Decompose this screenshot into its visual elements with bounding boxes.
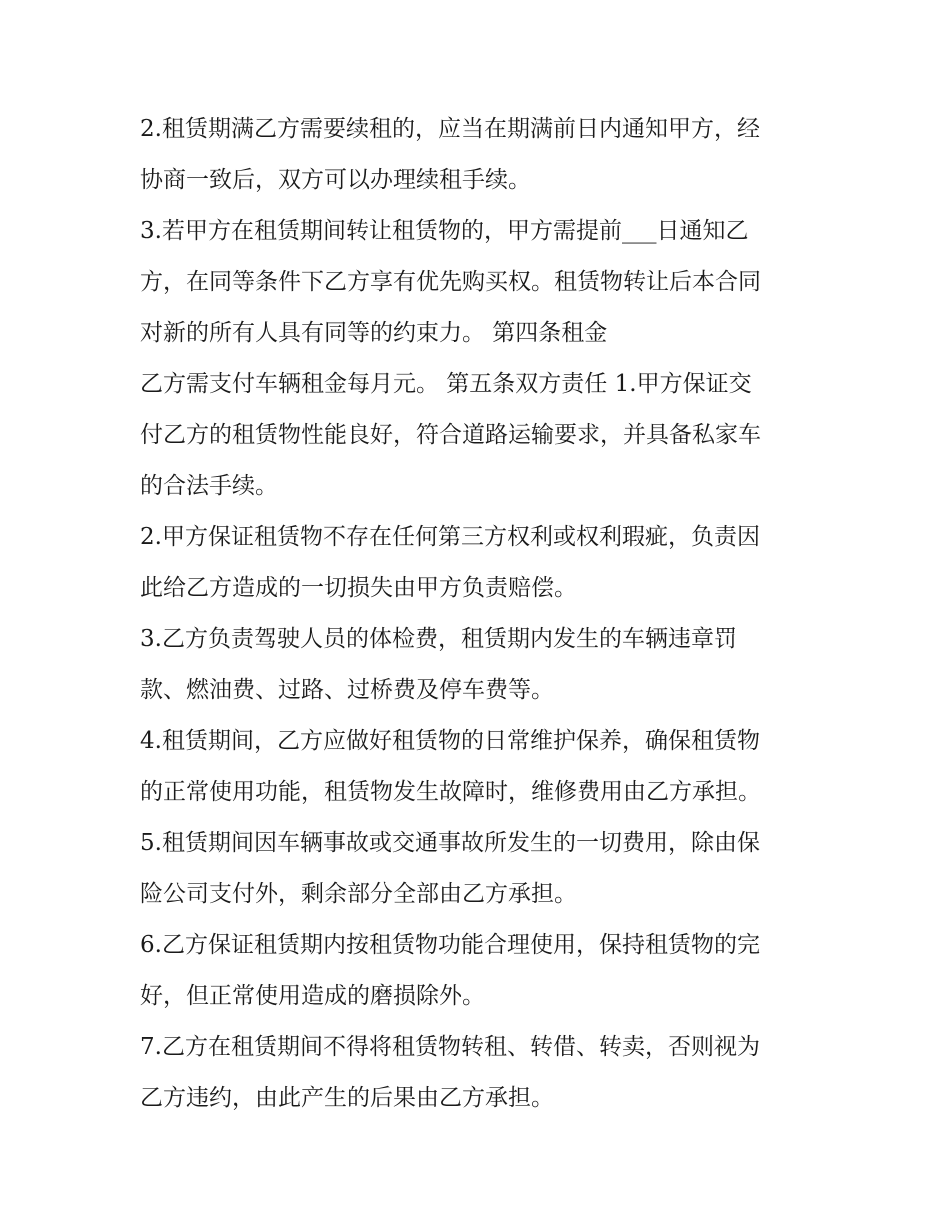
text-line: 5.租赁期间因车辆事故或交通事故所发生的一切费用，除由保 bbox=[140, 830, 760, 856]
text-line: 3.乙方负责驾驶人员的体检费，租赁期内发生的车辆违章罚 bbox=[140, 626, 737, 652]
text-line: 此给乙方造成的一切损失由甲方负责赔偿。 bbox=[140, 575, 577, 601]
text-line: 乙方需支付车辆租金每月元。 第五条双方责任 1.甲方保证交 bbox=[140, 371, 752, 397]
text-line: 6.乙方保证租赁期内按租赁物功能合理使用，保持租赁物的完 bbox=[140, 932, 760, 958]
text-line: 乙方违约，由此产生的后果由乙方承担。 bbox=[140, 1085, 554, 1111]
text-line: 的正常使用功能，租赁物发生故障时，维修费用由乙方承担。 bbox=[140, 779, 761, 805]
text-line: 的合法手续。 bbox=[140, 473, 278, 499]
text-line: 4.租赁期间，乙方应做好租赁物的日常维护保养，确保租赁物 bbox=[140, 728, 760, 754]
text-line: 协商一致后，双方可以办理续租手续。 bbox=[140, 167, 531, 193]
text-line: 2.甲方保证租赁物不存在任何第三方权利或权利瑕疵，负责因 bbox=[140, 524, 760, 550]
text-line: 款、燃油费、过路、过桥费及停车费等。 bbox=[140, 677, 554, 703]
text-line: 方，在同等条件下乙方享有优先购买权。租赁物转让后本合同 bbox=[140, 269, 761, 295]
text-line: 2.租赁期满乙方需要续租的，应当在期满前日内通知甲方，经 bbox=[140, 116, 760, 142]
text-line: 7.乙方在租赁期间不得将租赁物转租、转借、转卖，否则视为 bbox=[140, 1034, 760, 1060]
text-line: 好，但正常使用造成的磨损除外。 bbox=[140, 983, 485, 1009]
document-body bbox=[140, 104, 830, 1124]
text-line: 付乙方的租赁物性能良好，符合道路运输要求，并具备私家车 bbox=[140, 422, 761, 448]
text-line: 险公司支付外，剩余部分全部由乙方承担。 bbox=[140, 881, 577, 907]
text-line: 对新的所有人具有同等的约束力。 第四条租金 bbox=[140, 320, 608, 346]
text-line: 3.若甲方在租赁期间转让租赁物的，甲方需提前___日通知乙 bbox=[140, 218, 749, 244]
